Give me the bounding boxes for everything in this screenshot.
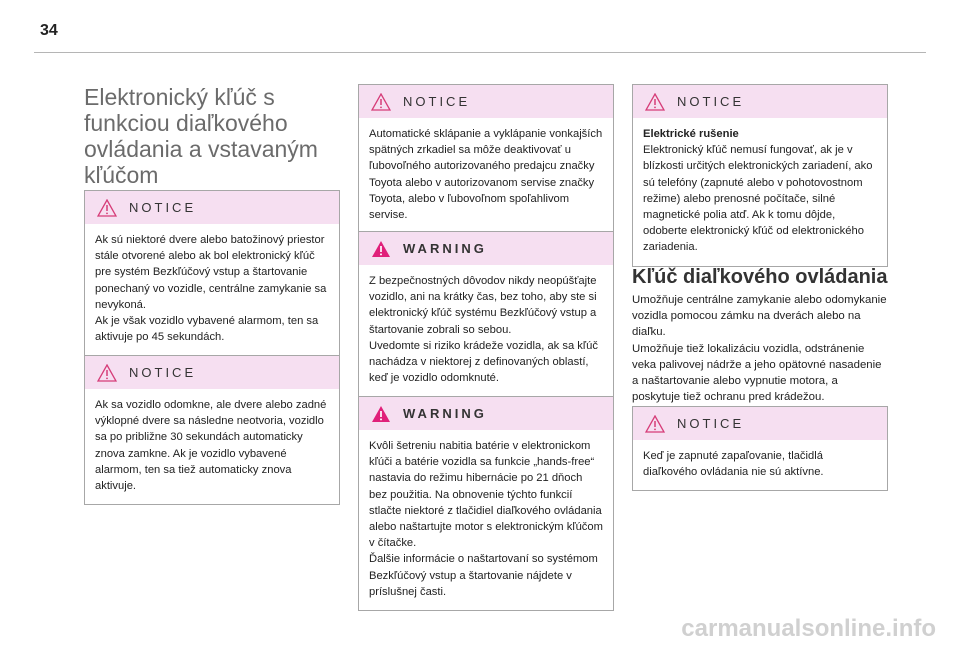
warning-header (359, 397, 613, 430)
notice-text: Keď je zapnuté zapaľovanie, tlačidlá diaľkového ovládania nie sú aktívne. (643, 450, 824, 479)
notice-body (85, 389, 339, 504)
warning-label: WARNING (403, 406, 487, 421)
remote-key-heading: Kľúč diaľkového ovládania (632, 266, 888, 288)
notice-header (359, 85, 613, 118)
paragraph: Umožňuje tiež lokalizáciu vozidla, odstránenie veka palivovej nádrže a jeho opätovné nasadenie a naštartovanie alebo vypnutie motora, a poskytuje tiež ochranu pred krádežou. (632, 342, 882, 404)
watermark: carmanualsonline.info (681, 615, 936, 642)
notice-header (85, 191, 339, 224)
notice-text: Automatické sklápanie a vyklápanie vonkajších spätných zrkadiel sa môže deaktivovať u ľubovoľného autorizovaného predajcu značky Toyota alebo v autorizovanom servise značky Toyota, alebo v ľubovoľnom spoľahlivom servise. (369, 128, 603, 222)
notice-box-ignition (632, 406, 888, 491)
warning-triangle-outline-icon (645, 93, 665, 111)
notice-text: Ak sú niektoré dvere alebo batožinový priestor stále otvorené alebo ak bol elektronický kľúč pre systém Bezkľúčový vstup a štartovanie ponechaný vo vozidle, centrálne zamykanie sa nevykoná. (95, 234, 327, 311)
notice-header (633, 407, 887, 440)
paragraph: Umožňuje centrálne zamykanie alebo odomykanie vozidla pomocou zámku na dverách alebo na diaľku. (632, 294, 887, 339)
warning-box-2 (358, 396, 614, 611)
notice-header (633, 85, 887, 118)
notice-header (85, 356, 339, 389)
warning-text: Kvôli šetreniu nabitia batérie v elektronickom kľúči a batérie vozidla sa funkcie „hands-free“ nastavia do režimu hibernácie po 21 dňoch bez použitia. Na obnovenie týchto funkcií stlačte niektoré z tlačidiel diaľkového ovládania alebo naštartujte motor s elektronickým kľúčom v čítačke. (369, 440, 603, 550)
notice-text: Elektronický kľúč nemusí fungovať, ak je v blízkosti určitých elektronických zariadení, ako sú telefóny (zapnuté alebo v pohotovostnom režime) alebo prenosné počítače, silné magnetické polia atď. Ak k tomu dôjde, odoberte elektronický kľúč od elektronického zariadenia. (643, 144, 873, 254)
section-title: Elektronický kľúč s funkciou diaľkového ovládania a vstavaným kľúčom (84, 84, 318, 188)
warning-triangle-outline-icon (97, 364, 117, 382)
warning-text: Ďalšie informácie o naštartovaní so systémom Bezkľúčový vstup a štartovanie nájdete v príslušnej časti. (369, 553, 598, 598)
warning-text: Z bezpečnostných dôvodov nikdy neopúšťajte vozidlo, ani na krátky čas, bez toho, aby ste si elektronický kľúč systému Bezkľúčový vstup a štartovanie zobrali so sebou. (369, 275, 597, 336)
notice-box-2 (84, 355, 340, 505)
remote-key-description (632, 292, 889, 405)
notice-box-mirrors (358, 84, 614, 234)
warning-text: Uvedomte si riziko krádeže vozidla, ak sa kľúč nachádza v niektorej z definovaných oblastí, keď je vozidlo odomknuté. (369, 339, 598, 385)
notice-label: NOTICE (129, 200, 197, 215)
warning-header (359, 232, 613, 265)
warning-triangle-outline-icon (371, 93, 391, 111)
notice-body (359, 118, 613, 233)
notice-label: NOTICE (677, 94, 745, 109)
notice-subtitle: Elektrické rušenie (643, 128, 739, 140)
warning-triangle-outline-icon (97, 199, 117, 217)
notice-body (633, 440, 887, 490)
notice-label: NOTICE (129, 365, 197, 380)
warning-triangle-outline-icon (645, 415, 665, 433)
warning-triangle-filled-icon (371, 240, 391, 258)
warning-body (359, 265, 613, 396)
warning-label: WARNING (403, 241, 487, 256)
warning-box-1 (358, 231, 614, 397)
warning-triangle-filled-icon (371, 405, 391, 423)
notice-text: Ak je však vozidlo vybavené alarmom, ten sa aktivuje po 45 sekundách. (95, 315, 319, 344)
notice-label: NOTICE (403, 94, 471, 109)
notice-body (85, 224, 339, 355)
warning-body (359, 430, 613, 610)
notice-body (633, 118, 887, 266)
notice-text: Ak sa vozidlo odomkne, ale dvere alebo zadné výklopné dvere sa následne neotvoria, vozidlo sa po približne 30 sekundách automaticky znova zamkne. Ak je vozidlo vybavené alarmom, ten sa tiež automaticky znova aktivuje. (95, 399, 327, 493)
notice-label: NOTICE (677, 416, 745, 431)
notice-box-1 (84, 190, 340, 356)
header-rule (34, 52, 926, 53)
notice-box-interference (632, 84, 888, 267)
page-number: 34 (40, 22, 58, 39)
